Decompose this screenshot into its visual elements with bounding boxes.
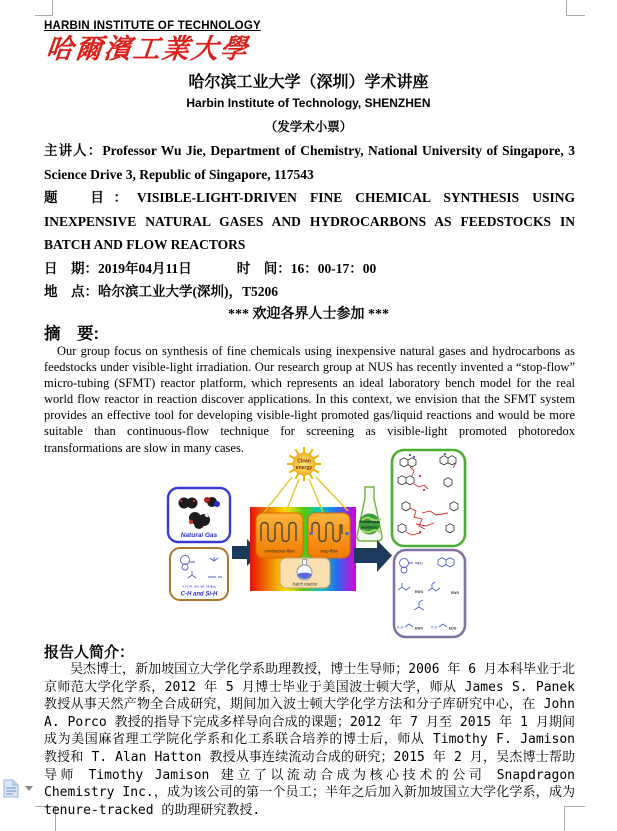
tubing-connector-icon — [310, 532, 313, 535]
speaker-value: Professor Wu Jie, Department of Chemistry, National University of Singapore, 3 Science Drive 3, Republic of Singapore, 117543 — [44, 143, 575, 182]
topic-value: VISIBLE-LIGHT-DRIVEN FINE CHEMICAL SYNTHESIS USING INEXPENSIVE NATURAL GASES AND HYDROCARBONS AS FEEDSTOCKS IN BATCH AND FLOW REACTORS — [44, 190, 576, 252]
ewg-label: EWG — [415, 626, 424, 631]
edg-label: EDG — [449, 626, 457, 631]
ch-sih-box — [170, 548, 228, 600]
time-value: 16：00-17：00 — [290, 260, 377, 276]
clean-energy-sun-icon — [287, 447, 321, 481]
ewg-label: EWG — [415, 590, 424, 594]
chemistry-scheme — [158, 446, 470, 642]
continuous-flow-box — [256, 513, 303, 558]
lecture-info-block — [44, 139, 575, 304]
products-box-green — [392, 450, 465, 546]
bio-body: 吴杰博士，新加坡国立大学化学系助理教授，博士生导师；2006 年 6 月本科毕业于北京师范大学化学系，2012 年 5 月博士毕业于美国波士顿大学，师从 James S. Panek 教授从事天然产物全合成研究，期间加入波士顿大学化学方法和分子库研究中心，在 John A. Porco 教授的指导下完成多样导向合成的课题；2012 年 7 月至 2015 年 1 月期间成为美国麻省理工学院化学系和化工系联合培养的博士后，师从 Timothy F. Jamison 教授和 T. Alan Hatton 教授从事连续流动合成的研究；2015 年 2 月，吴杰博士帮助导师 Timothy Jamison 建立了以流动合成为核心技术的公司 Snapdragon Chemistry Inc.，成为该公司的第一个员工；半年之后加入新加坡国立大学化学系，成为 tenure-tracked 的助理研究教授. — [44, 662, 575, 818]
ewg-label: EWG — [451, 591, 460, 595]
clean-energy-label-2: energy — [295, 465, 313, 471]
ch-sih-label: C-H and Si-H — [180, 591, 218, 598]
venue-value: 哈尔滨工业大学(深圳)，T5206 — [98, 284, 278, 299]
autocorrect-options-button[interactable] — [2, 779, 20, 798]
sustainable-label-1: Sustainable — [359, 520, 380, 524]
stop-flow-label: stop-flow — [320, 548, 338, 554]
topic-line — [44, 186, 575, 257]
datetime-line — [44, 257, 575, 281]
clean-energy-label-1: Clean — [297, 458, 311, 465]
natural-gas-box — [168, 488, 230, 542]
abstract-heading: 摘 要: — [44, 325, 99, 343]
tubing-connector-icon — [346, 532, 349, 535]
venue-line — [44, 280, 575, 304]
bio-heading: 报告人简介： — [44, 644, 135, 661]
sustainable-label-2: synthesis — [360, 525, 379, 530]
stop-flow-box — [308, 513, 350, 558]
continuous-flow-label: continuous-flow — [264, 548, 295, 554]
venue-label: 地 点： — [44, 284, 98, 299]
speaker-line — [44, 139, 575, 186]
batch-reactor-box — [280, 558, 330, 588]
hit-calligraphy-logo: 哈爾濱工業大學 — [44, 34, 251, 65]
lecture-figure — [158, 446, 470, 642]
sustainable-synthesis-icon — [357, 487, 382, 541]
lecture-title-cn: 哈尔滨工业大学（深圳）学术讲座 — [188, 74, 429, 91]
document-page-icon — [2, 779, 20, 798]
natural-gas-label: Natural Gas — [180, 532, 218, 539]
r2n-label: R₂N — [397, 625, 404, 630]
substrates-box-purple — [394, 550, 465, 637]
date-label: 日 期： — [44, 260, 98, 276]
cn-label: CN — [418, 561, 423, 566]
time-label: 时 间： — [236, 260, 291, 276]
ticket-note: （发学术小票） — [264, 120, 353, 134]
batch-reactor-label: batch reactor — [292, 581, 318, 587]
abstract-body: Our group focus on synthesis of fine chemicals using inexpensive natural gases and hydrocarbons as feedstocks under visible-light irradiation. Our research group at NUS has recently invented a “stop-flow” micro-tubing (SFMT) reactor platform, which represents an ideal laboratory bench model for the real world flow reactor in reaction discover applications. In this context, we envision that the SFMT system provides an effective tool for developing visible-light promoted gas/liquid reactions and would be more suitable than continuous-flow technique for screening as visible-light promoted photoredox transformations are slow in many cases. — [44, 344, 575, 455]
right-arrow-icon — [354, 540, 392, 572]
welcome-line: *** 欢迎各界人士参加 *** — [228, 307, 389, 322]
dropdown-arrow-icon[interactable] — [25, 786, 33, 791]
lecture-title-en: Harbin Institute of Technology, SHENZHEN — [186, 96, 431, 110]
margin-corner-mark — [35, 0, 53, 16]
topic-label: 题 目： — [44, 190, 137, 205]
speaker-label: 主讲人： — [44, 143, 103, 158]
date-value: 2019年04月11日 — [98, 260, 192, 276]
margin-corner-mark — [566, 0, 585, 16]
r2n-label: R₂N — [431, 625, 438, 630]
institute-header: HARBIN INSTITUTE OF TECHNOLOGY — [44, 20, 261, 32]
x-substituents-note: X = OR, OH, SR, NHBoc — [181, 584, 217, 589]
